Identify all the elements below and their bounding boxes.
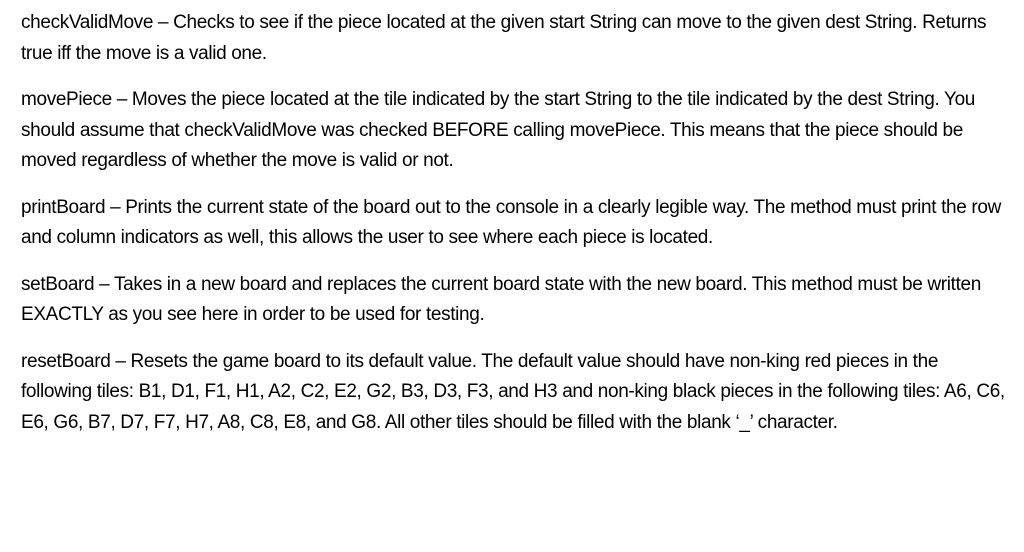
paragraph-movepiece: movePiece – Moves the piece located at the tile indicated by the start String to the tile indicated by the dest String. You should assume that checkValidMove was checked BEFORE calling movePiece. This means that the piece should be moved regardless of whether the move is valid or not. (21, 89, 975, 171)
paragraph-setboard: setBoard – Takes in a new board and replaces the current board state with the new board. This method must be written EXACTLY as you see here in order to be used for testing. (21, 273, 981, 325)
paragraph-checkvalidmove: checkValidMove – Checks to see if the piece located at the given start String can move to the given dest String. Returns true iff the move is a valid one. (21, 12, 987, 64)
document-page (21, 8, 1006, 454)
paragraph-resetboard: resetBoard – Resets the game board to its default value. The default value should have non-king red pieces in the following tiles: B1, D1, F1, H1, A2, C2, E2, G2, B3, D3, F3, and H3 and non-king black pieces in the following tiles: A6, C6, E6, G6, B7, D7, F7, H7, A8, C8, E8, and G8. All other tiles should be filled with the blank ‘_’ character. (21, 350, 1005, 433)
paragraph-printboard: printBoard – Prints the current state of the board out to the console in a clearly legible way. The method must print the row and column indicators as well, this allows the user to see where each piece is located. (21, 196, 1001, 248)
